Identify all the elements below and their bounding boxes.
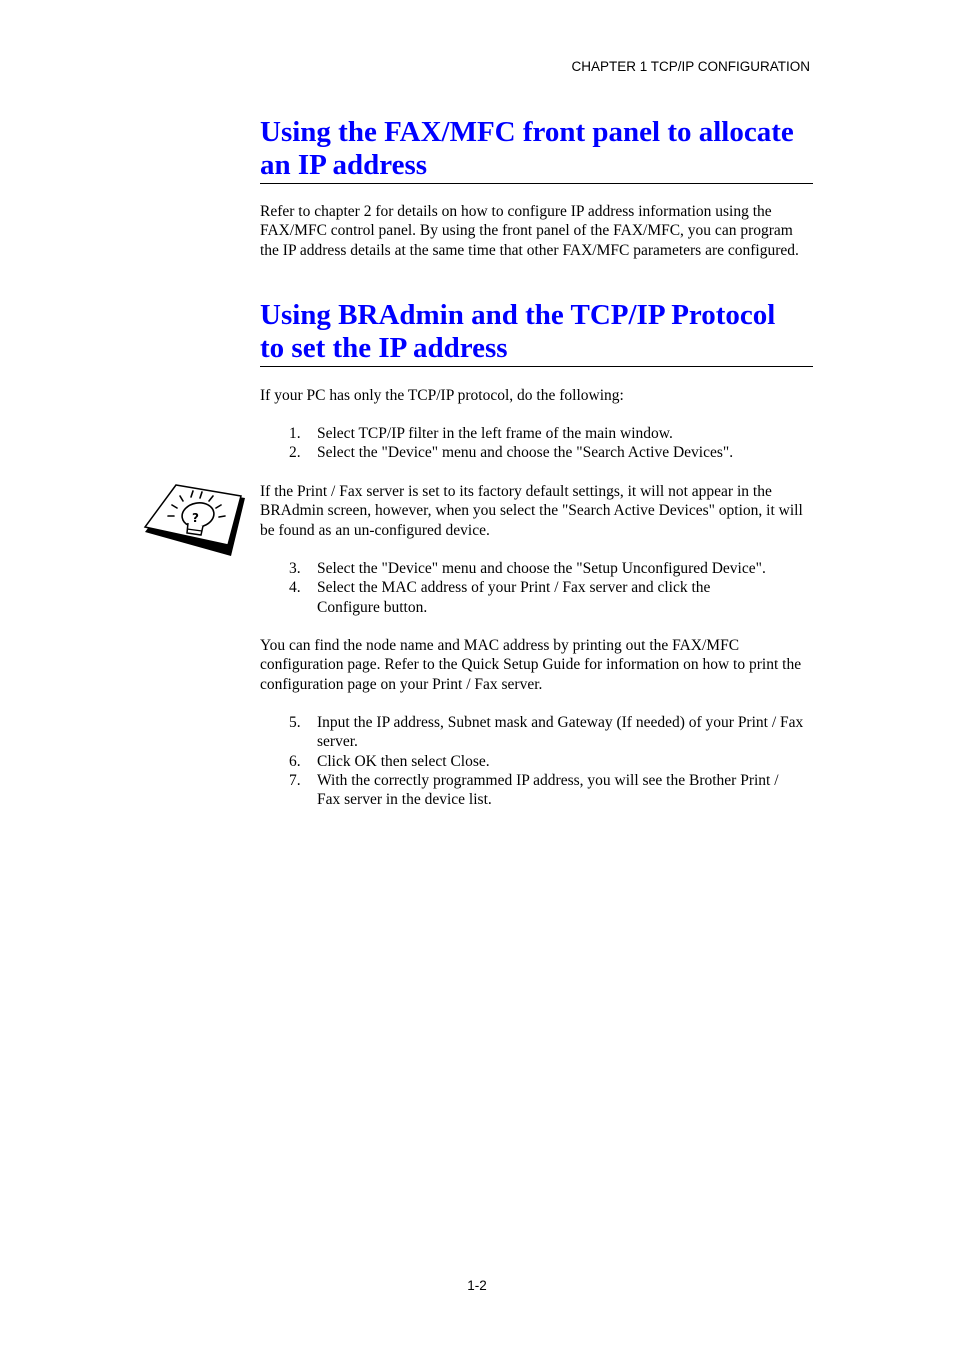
svg-text:?: ?	[192, 511, 199, 525]
heading-line: Using the FAX/MFC front panel to allocate	[260, 116, 794, 148]
list-item: 7. With the correctly programmed IP address, you will see the Brother Print / Fax server in the device list.	[289, 771, 779, 809]
list-item: 4. Select the MAC address of your Print / Fax server and click the Configure button.	[289, 579, 711, 616]
section-heading-bradmin	[260, 299, 813, 367]
list-item: 3. Select the "Device" menu and choose the "Setup Unconfigured Device".	[289, 560, 766, 577]
section2-intro: If your PC has only the TCP/IP protocol, do the following:	[260, 387, 624, 404]
heading-line: to set the IP address	[260, 332, 508, 364]
heading-line: an IP address	[260, 149, 428, 181]
running-header: CHAPTER 1 TCP/IP CONFIGURATION	[571, 59, 810, 74]
heading-line: Using BRAdmin and the TCP/IP Protocol	[260, 299, 776, 331]
list-item: 2. Select the "Device" menu and choose the "Search Active Devices".	[289, 444, 734, 462]
section-heading-front-panel	[260, 116, 813, 184]
steps-list-a	[260, 424, 813, 463]
list-item: 6. Click OK then select Close.	[289, 752, 490, 770]
section1-paragraph: Refer to chapter 2 for details on how to configure IP address information using the FAX/MFC control panel. By using the front panel of the FAX/MFC, you can program the IP address details at the same time that other FAX/MFC parameters are configured.	[260, 203, 799, 259]
lightbulb-note-icon	[143, 483, 245, 557]
list-item: 1. Select TCP/IP filter in the left frame of the main window.	[289, 425, 673, 442]
list-item: 5. Input the IP address, Subnet mask and Gateway (If needed) of your Print / Fax server.	[289, 714, 804, 751]
section2-paragraph2: You can find the node name and MAC address by printing out the FAX/MFC configuration page. Refer to the Quick Setup Guide for information on how to print the configuration page on your Print / Fax server.	[260, 637, 802, 693]
steps-list-c	[260, 713, 813, 809]
steps-list-b	[260, 559, 813, 617]
page-number: 1-2	[467, 1278, 487, 1293]
note-text: If the Print / Fax server is set to its factory default settings, it will not appear in the BRAdmin screen, however, when you select the "Search Active Devices" option, it will be found as an un-configured device.	[260, 483, 803, 539]
